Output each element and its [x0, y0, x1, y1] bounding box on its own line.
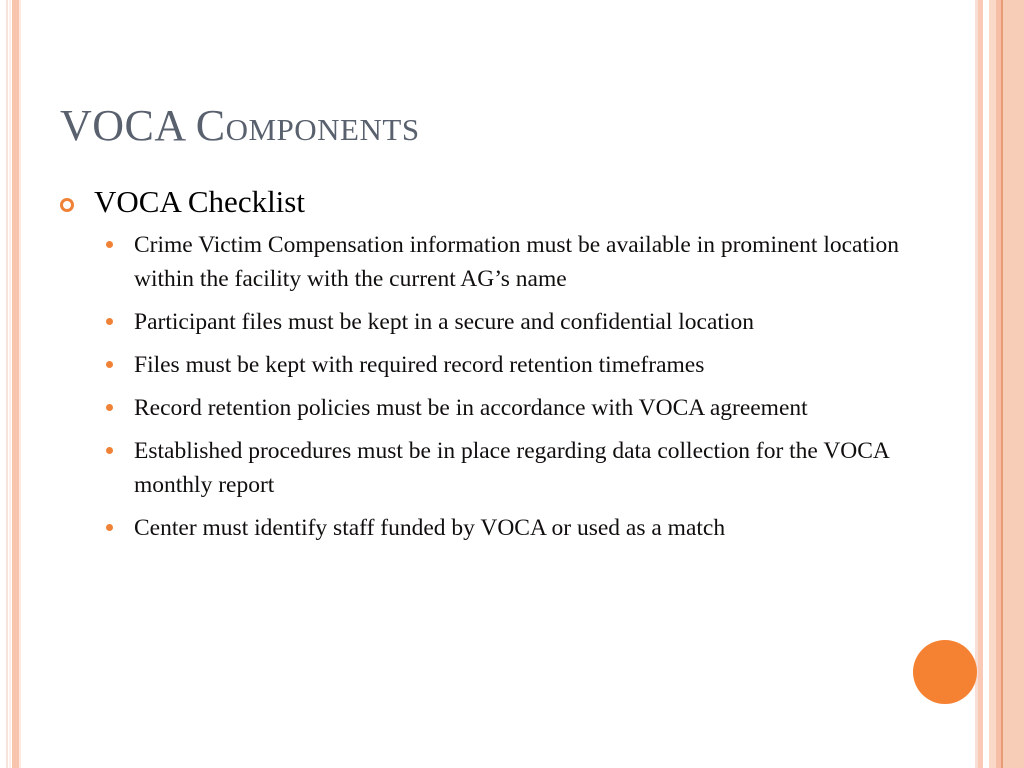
orange-circle-decoration [913, 640, 977, 704]
ring-bullet-icon [60, 198, 74, 212]
left-stripe-3 [12, 0, 19, 768]
list-item-level2 [94, 228, 912, 296]
page-title: VOCA Components [60, 101, 420, 150]
dot-bullet-icon [106, 318, 113, 325]
list-item-level2 [94, 391, 912, 425]
list-item-level2-label: Files must be kept with required record retention timeframes [134, 352, 705, 378]
list-item-level2-label: Participant files must be kept in a secure and confidential location [134, 309, 754, 335]
bullet-list-level2 [94, 228, 912, 545]
list-item-level2 [94, 348, 912, 382]
content-body [52, 182, 912, 554]
list-item-level1-label: VOCA Checklist [94, 184, 305, 219]
list-item-level2 [94, 305, 912, 339]
list-item-level2-label: Established procedures must be in place regarding data collection for the VOCA monthly report [134, 438, 889, 498]
right-stripe-7 [1003, 0, 1024, 768]
list-item-level2-label: Center must identify staff funded by VOCA or used as a match [134, 515, 726, 541]
dot-bullet-icon [106, 241, 113, 248]
right-stripe-4 [989, 0, 996, 768]
list-item-level2 [94, 434, 912, 502]
bullet-list-level1 [52, 182, 912, 545]
list-item-level2 [94, 511, 912, 545]
title-block [60, 100, 920, 152]
list-item-level2-label: Record retention policies must be in accordance with VOCA agreement [134, 395, 808, 421]
dot-bullet-icon [106, 447, 113, 454]
dot-bullet-icon [106, 404, 113, 411]
dot-bullet-icon [106, 361, 113, 368]
list-item-level1 [52, 182, 912, 545]
list-item-level2-label: Crime Victim Compensation information must be available in prominent location within the facility with the current AG’s name [134, 232, 900, 292]
left-stripe-2 [9, 0, 11, 768]
left-stripe-1 [6, 0, 8, 768]
dot-bullet-icon [106, 524, 113, 531]
left-stripe-4 [19, 0, 21, 768]
